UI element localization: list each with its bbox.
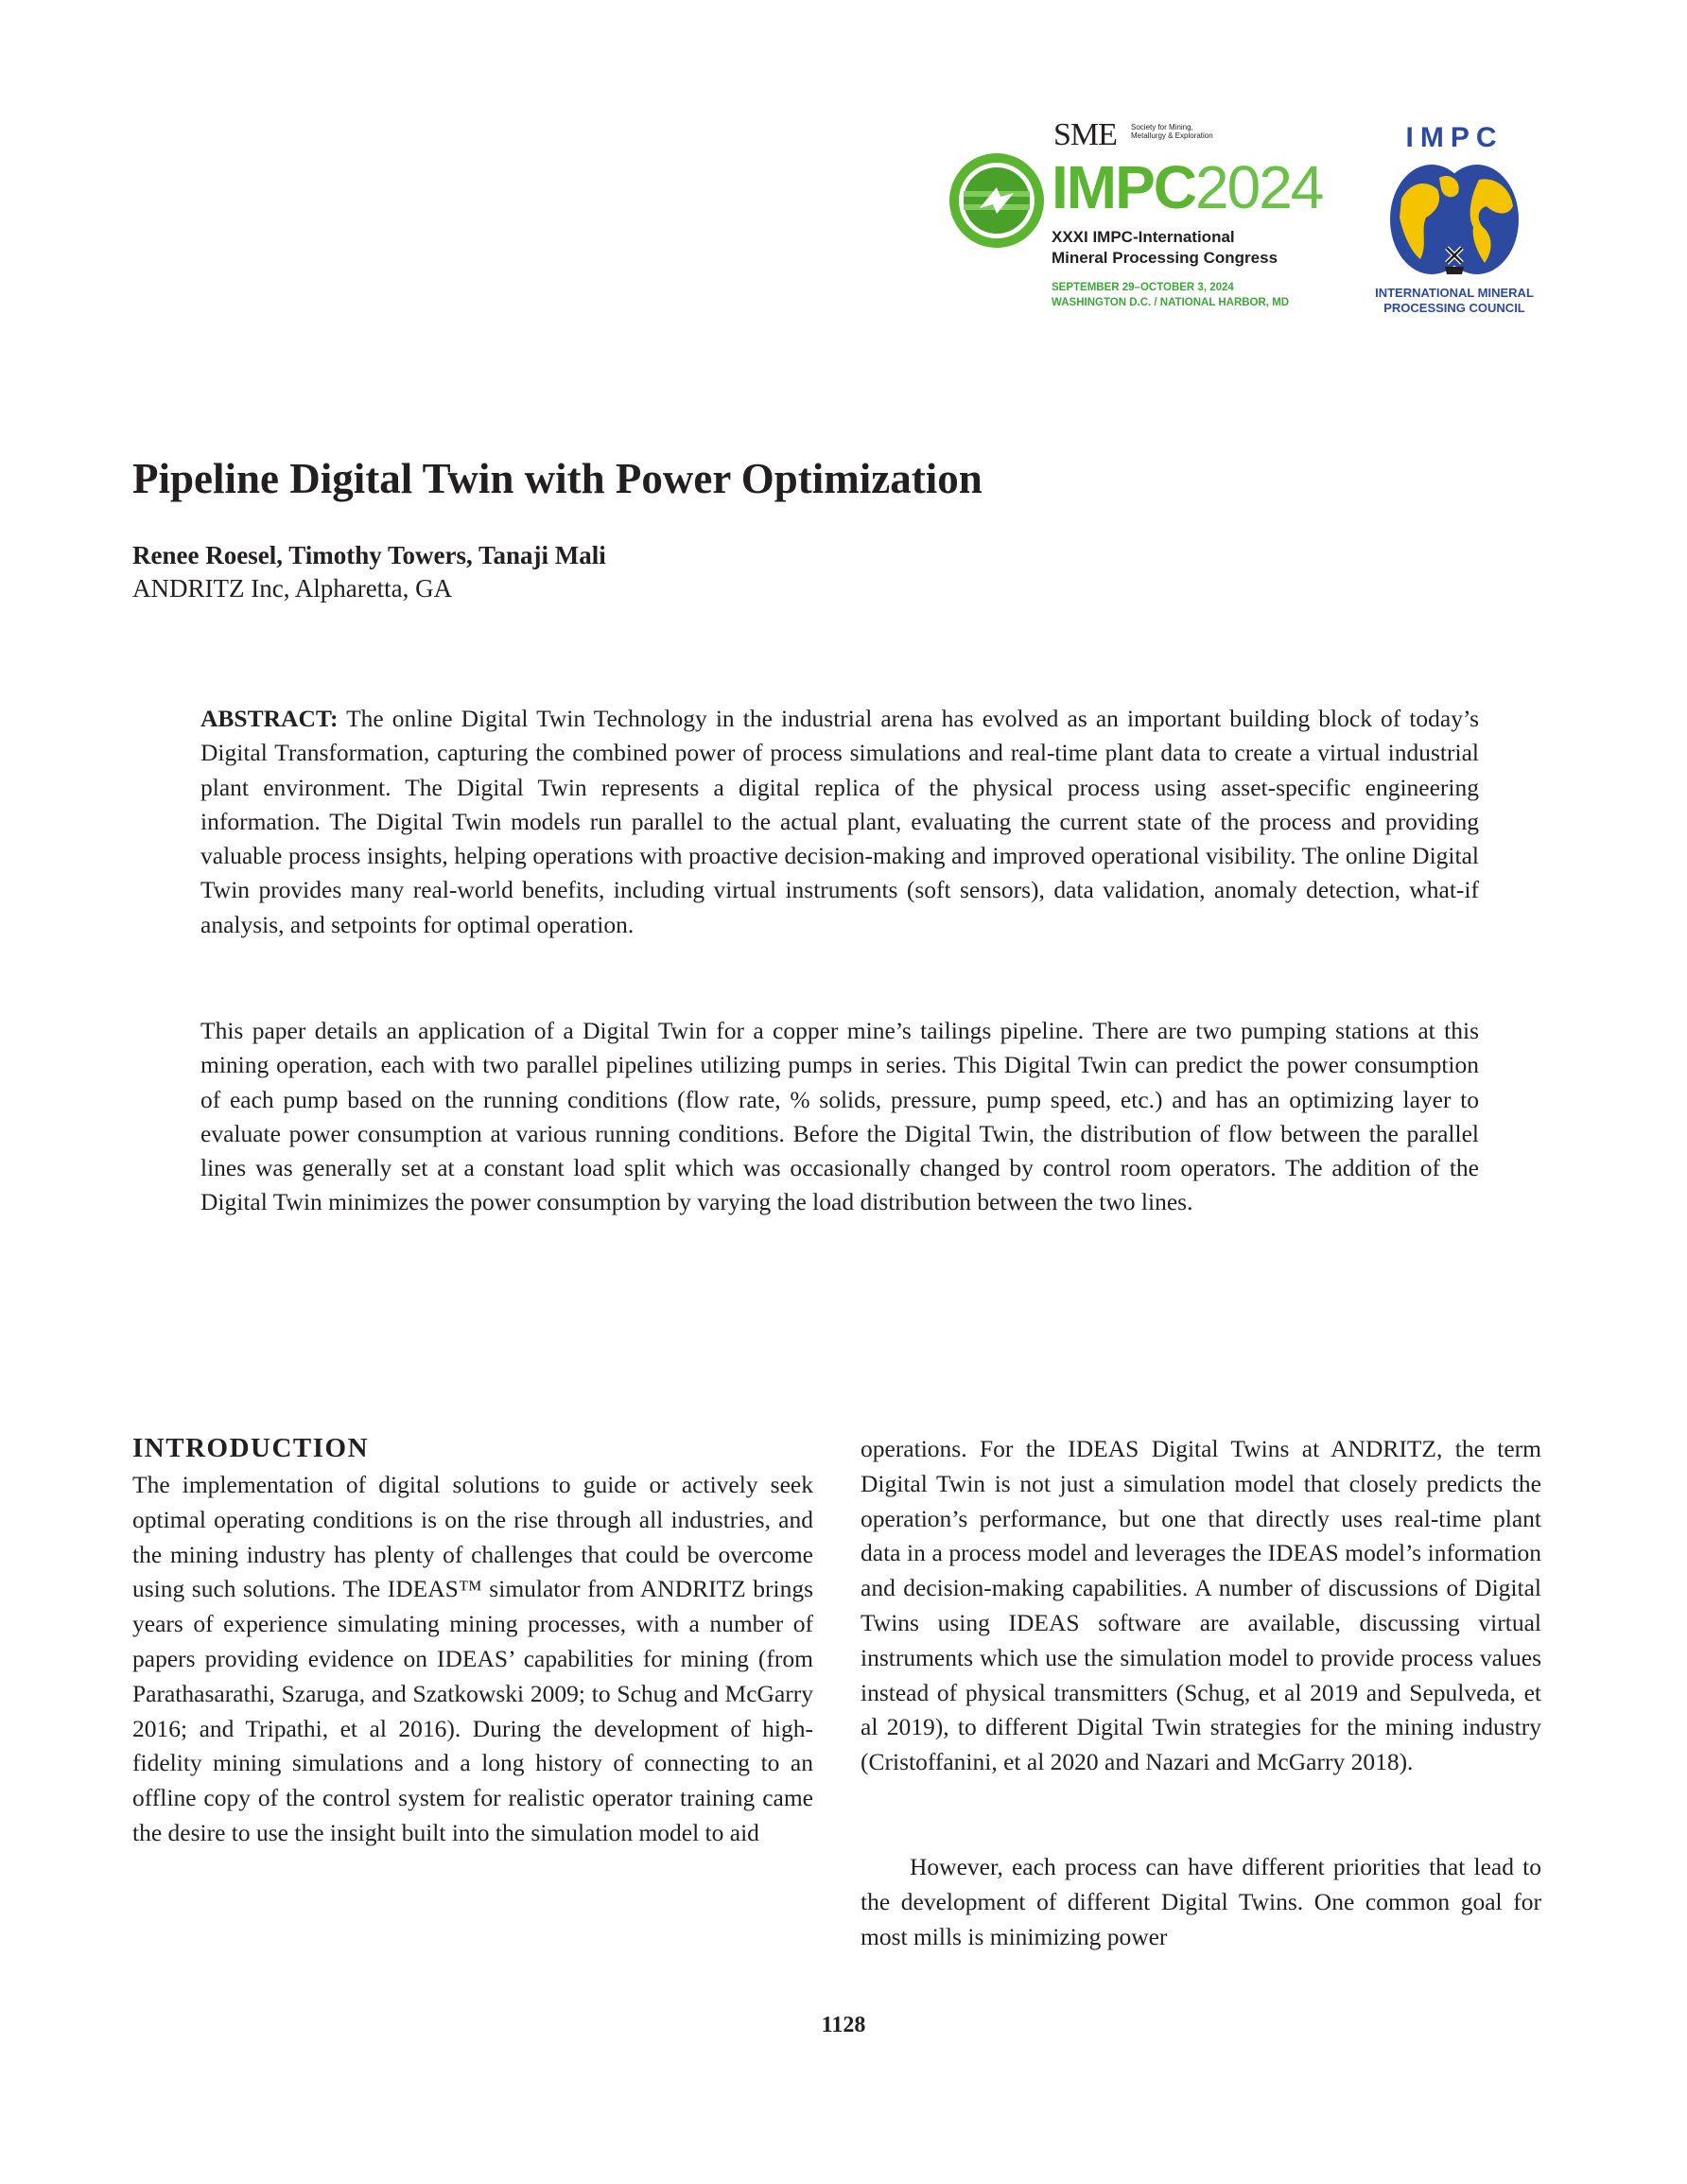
congress-date-range: SEPTEMBER 29–OCTOBER 3, 2024 [1052, 282, 1234, 293]
impc-2024-wordmark [1052, 149, 1322, 225]
council-name-line-1: INTERNATIONAL MINERAL [1375, 286, 1534, 300]
intro-right-column-paragraph-2: However, each process can have different priorities that lead to the development of different Digital Twins. One common goal for most mills is minimizing power [861, 1853, 1541, 1950]
abstract-paragraph-2: This paper details an application of a Digital Twin for a copper mine’s tailings pipeline. There are two pumping stations at this mining operation, each with two parallel pipelines utilizing pumps in series. This Digital Twin can predict the power consumption of each pump based on the running conditions (flow rate, % solids, pressure, pump speed, etc.) and has an optimizing layer to evaluate power consumption at various running conditions. Before the Digital Twin, the distribution of flow between the parallel lines was generally set at a constant load split which was occasionally changed by control room operators. The addition of the Digital Twin minimizes the power consumption by varying the load distribution between the two lines. [200, 1017, 1479, 1216]
sme-logo-subtitle: Society for Mining, Metallurgy & Exploration [1131, 123, 1213, 140]
abstract-text-1: The online Digital Twin Technology in the industrial arena has evolved as an important building block of today’s Digital Transformation, capturing the combined power of process simulations and real-time plant data to create a virtual industrial plant environment. The Digital Twin represents a digital replica of the physical process using asset-specific engineering information. The Digital Twin models run parallel to the actual plant, evaluating the current state of the process and providing valuable process insights, helping operations with proactive decision-making and improved operational visibility. The online Digital Twin provides many real-world benefits, including virtual instruments (soft sensors), data validation, anomaly detection, what-if analysis, and setpoints for optimal operation. [200, 705, 1479, 938]
paper-authors: Renee Roesel, Timothy Towers, Tanaji Mali [132, 541, 606, 569]
globe-icon [1388, 161, 1521, 280]
council-name [1360, 286, 1549, 316]
section-heading-introduction: INTRODUCTION [132, 1433, 370, 1463]
congress-name [1052, 227, 1335, 269]
sme-logo-letters: SME [1053, 117, 1117, 152]
congress-line-1: XXXI IMPC-International [1052, 228, 1235, 246]
impc-2024-badge-icon [948, 151, 1046, 250]
congress-line-2: Mineral Processing Congress [1052, 249, 1278, 267]
abstract-paragraph-1 [200, 702, 1479, 942]
council-name-line-2: PROCESSING COUNCIL [1383, 301, 1525, 315]
abstract-label: ABSTRACT: [200, 705, 339, 732]
page-number: 1128 [821, 2013, 866, 2037]
congress-location: WASHINGTON D.C. / NATIONAL HARBOR, MD [1052, 297, 1290, 308]
intro-left-column: The implementation of digital solutions to guide or actively seek optimal operating conditions is on the rise through all industries, and the mining industry has plenty of challenges that could be overcome using such solutions. The IDEAS™ simulator from ANDRITZ brings years of experience simulating mining processes, with a number of papers providing evidence on IDEAS’ capabilities for mining (from Parathasarathi, Szaruga, and Szatkowski 2009; to Schug and McGarry 2016; and Tripathi, et al 2016). During the development of high-fidelity mining simulations and a long history of connecting to an offline copy of the control system for realistic operator training came the desire to use the insight built into the simulation model to aid [132, 1471, 813, 1846]
impc-wordmark-name: IMPC [1052, 153, 1195, 221]
paper-title: Pipeline Digital Twin with Power Optimization [132, 455, 983, 502]
paper-affiliation: ANDRITZ Inc, Alpharetta, GA [132, 574, 453, 603]
impc-wordmark-year: 2024 [1195, 153, 1323, 221]
congress-dates [1052, 280, 1354, 310]
impc-council-logo [1360, 123, 1549, 323]
council-acronym: IMPC [1405, 122, 1504, 153]
intro-right-column-paragraph-1: operations. For the IDEAS Digital Twins at ANDRITZ, the term Digital Twin is not just a simulation model that closely predicts the operation’s performance, but one that directly uses real-time plant data in a process model and leverages the IDEAS model’s information and decision-making capabilities. A number of discussions of Digital Twins using IDEAS software are available, discussing virtual instruments which use the simulation model to provide process values instead of physical transmitters (Schug, et al 2019 and Sepulveda, et al 2019), to different Digital Twin strategies for the mining industry (Cristoffanini, et al 2020 and Nazari and McGarry 2018). [861, 1435, 1541, 1776]
